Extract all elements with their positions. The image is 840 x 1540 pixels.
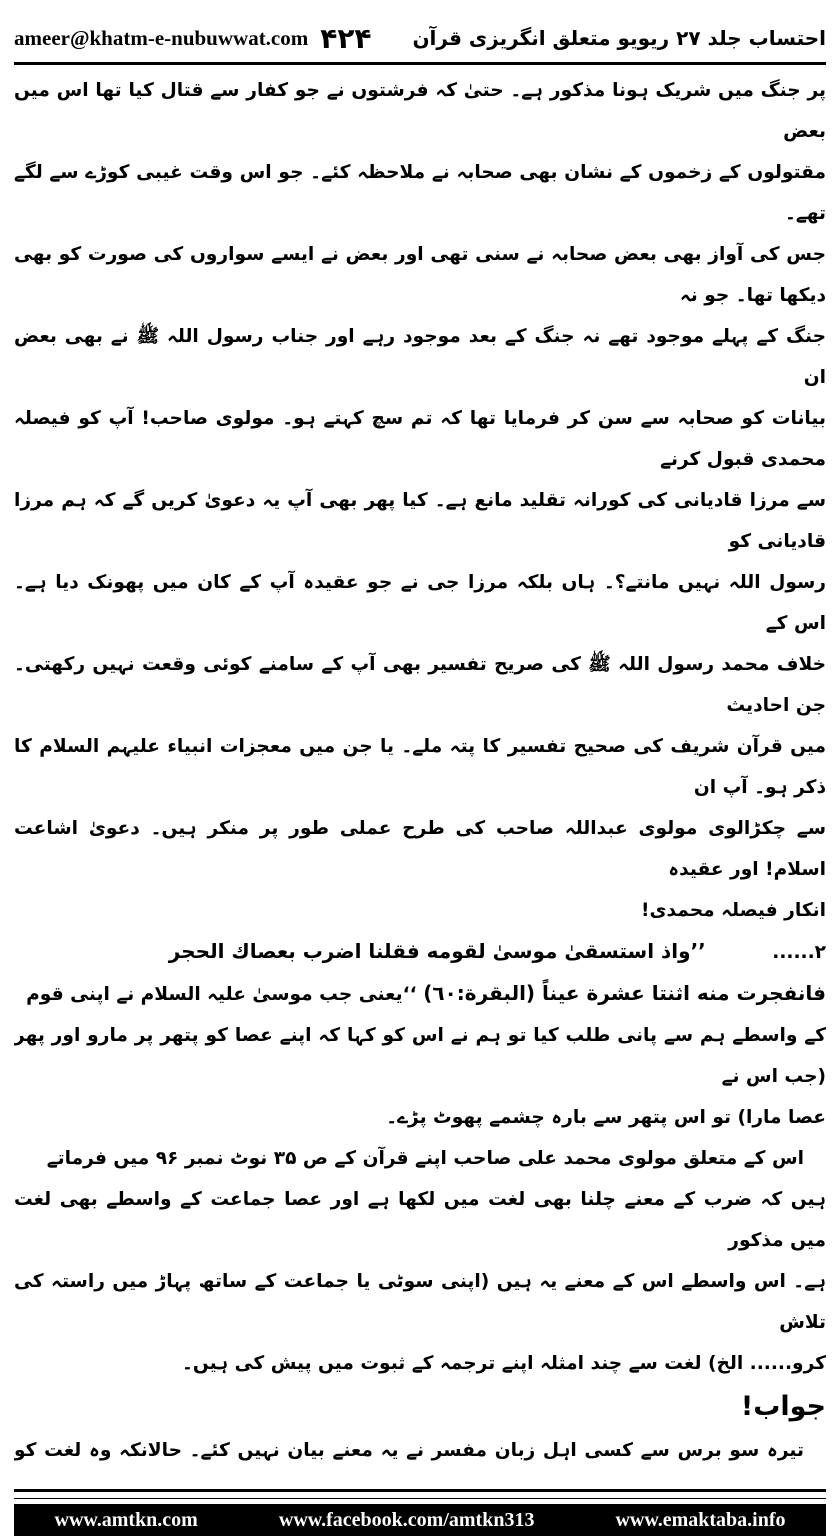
text-line: خلاف محمد رسول اللہ ﷺ کی صریح تفسیر بھی آپ کے سامنے کوئی وقعت نہیں رکھتی۔ جن احادیث — [14, 654, 826, 716]
footer-link-amtkn[interactable]: www.amtkn.com — [54, 1508, 198, 1531]
text-line: ہے۔ اس واسطے اس کے معنے یہ ہیں (اپنی سوٹی یا جماعت کے ساتھ پہاڑ میں راستہ کی تلاش — [14, 1271, 826, 1333]
quran-verse-part-1: ’’واذ استسقیٰ موسیٰ لقومه فقلنا اضرب بعصاك الحجر — [168, 939, 706, 963]
header-rule — [14, 62, 826, 65]
text-line: سے چکڑالوی مولوی عبداللہ صاحب کی طرح عملی طور پر منکر ہیں۔ دعویٰ اشاعت اسلام! اور عقیدہ — [14, 818, 826, 880]
text-line: مقتولوں کے زخموں کے نشان بھی صحابہ نے ملاحظہ کئے۔ جو اس وقت غیبی کوڑے سے لگے تھے۔ — [14, 162, 826, 224]
text-line: عصا مارا) تو اس پتھر سے بارہ چشمے پھوٹ پڑے۔ — [386, 1107, 826, 1128]
footer-bar — [14, 1504, 826, 1536]
page-body — [14, 70, 826, 1474]
item-2-second-line — [14, 973, 826, 1015]
header-left — [14, 22, 372, 55]
item-2 — [14, 931, 826, 1138]
text-line: اس کے متعلق مولوی محمد علی صاحب اپنے قرآن کے ص ۳۵ نوٹ نمبر ۹۶ میں فرماتے — [46, 1148, 804, 1169]
translation-start: ‘‘یعنی جب موسیٰ علیہ السلام نے اپنی قوم — [26, 984, 417, 1005]
text-line: کرو...... الخ) لغت سے چند امثلہ اپنے ترجمہ کے ثبوت میں پیش کی ہیں۔ — [182, 1353, 826, 1374]
answer-paragraph — [14, 1430, 826, 1474]
text-line: جنگ کے پہلے موجود تھے نہ جنگ کے بعد موجود رہے اور جناب رسول اللہ ﷺ نے بھی بعض ان — [14, 326, 826, 388]
page-header — [14, 18, 826, 58]
text-line: انکار فیصلہ محمدی! — [640, 900, 826, 921]
running-title: احتساب جلد ۲۷ ریویو متعلق انگریزی قرآن — [412, 26, 826, 50]
text-line: کے واسطے ہم سے پانی طلب کیا تو ہم نے اس کو کہا کہ اپنے عصا کو پتھر پر مارو اور پھر (جب اس نے — [14, 1025, 826, 1087]
text-line: تیرہ سو برس سے کسی اہل زبان مفسر نے یہ معنے بیان نہیں کئے۔ حالانکہ وہ لغت کو — [14, 1440, 804, 1461]
text-line: رسول اللہ نہیں مانتے؟۔ ہاں بلکہ مرزا جی نے جو عقیدہ آپ کے کان میں پھونک دیا ہے۔ اس کے — [14, 572, 826, 634]
text-line: جس کی آواز بھی بعض صحابہ نے سنی تھی اور بعض نے ایسے سواروں کی صورت کو بھی دیکھا تھا۔ جو نہ — [14, 244, 826, 306]
text-line: میں قرآن شریف کی صحیح تفسیر کا پتہ ملے۔ یا جن میں معجزات انبیاء علیہم السلام کا ذکر ہو۔ آپ ان — [14, 736, 826, 798]
paragraph-3 — [14, 1138, 826, 1384]
footer-rule-thick — [14, 1489, 826, 1492]
item-number: ۲...... — [772, 942, 826, 963]
page-number: ۴۲۴ — [320, 21, 372, 55]
item-2-first-line — [14, 931, 826, 973]
text-line: سے مرزا قادیانی کی کورانہ تقلید مانع ہے۔ کیا پھر بھی آپ یہ دعویٰ کریں گے کہ ہم مرزا قادیانی کو — [14, 490, 826, 552]
text-line: ہیں کہ ضرب کے معنے چلنا بھی لغت میں لکھا ہے اور عصا جماعت کے واسطے بھی لغت میں مذکور — [14, 1189, 826, 1251]
footer-link-emaktaba[interactable]: www.emaktaba.info — [615, 1508, 786, 1531]
text-line: پر جنگ میں شریک ہونا مذکور ہے۔ حتیٰ کہ فرشتوں نے جو کفار سے قتال کیا تھا اس میں بعض — [14, 80, 826, 142]
text-line: بیانات کو صحابہ سے سن کر فرمایا تھا کہ تم سچ کہتے ہو۔ مولوی صاحب! آپ کو فیصلہ محمدی قبول کرنے — [14, 408, 826, 470]
header-email: ameer@khatm-e-nubuwwat.com — [14, 25, 309, 50]
paragraph-1 — [14, 70, 826, 931]
footer-link-facebook[interactable]: www.facebook.com/amtkn313 — [278, 1508, 535, 1531]
answer-heading: جواب! — [740, 1391, 826, 1422]
quran-verse-part-2: فانفجرت منه اثنتا عشرة عيناً (البقرة:٦٠) — [423, 981, 826, 1005]
footer-rule-thin — [14, 1498, 826, 1499]
